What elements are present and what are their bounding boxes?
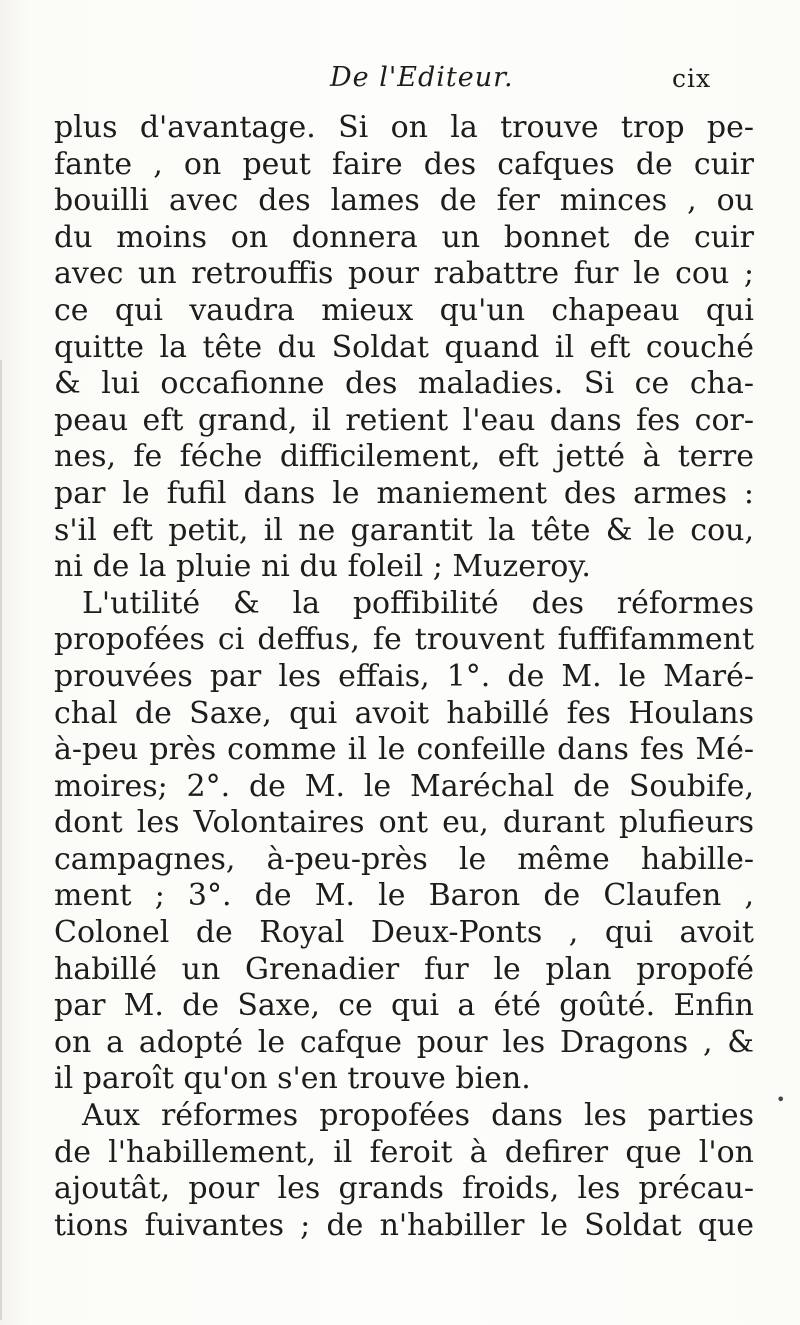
text-line: campagnes, à-peu-près le même habille-	[54, 841, 754, 877]
text-line: moires; 2°. de M. le Maréchal de Soubife,	[54, 768, 754, 804]
text-line: ment ; 3°. de M. le Baron de Claufen ,	[54, 878, 754, 914]
page-number: cix	[672, 64, 712, 93]
text-line: tions fuivantes ; de n'habiller le Soldat que	[54, 1207, 754, 1243]
margin-dot: •	[776, 1090, 786, 1109]
text-line: ajoutât, pour les grands froids, les précau-	[54, 1171, 754, 1207]
text-line: propofées ci deffus, fe trouvent fuffifamment	[54, 622, 754, 658]
text-line: quitte la tête du Soldat quand il eft couché	[54, 329, 754, 365]
paragraph-first-line: L'utilité & la poffibilité des réformes	[82, 585, 754, 621]
text-line: ce qui vaudra mieux qu'un chapeau qui	[54, 292, 754, 328]
text-line: habillé un Grenadier fur le plan propofé	[54, 951, 754, 987]
text-line: par M. de Saxe, ce qui a été goûté. Enfin	[54, 988, 754, 1024]
text-line: fante , on peut faire des cafques de cuir	[54, 146, 754, 182]
text-line: plus d'avantage. Si on la trouve trop pe-	[54, 110, 754, 145]
text-line: par le fufil dans le maniement des armes :	[54, 475, 754, 511]
page-header	[0, 62, 800, 102]
body-text	[54, 110, 754, 1244]
text-line: de l'habillement, il feroit à defirer que l'on	[54, 1134, 754, 1170]
text-line: chal de Saxe, qui avoit habillé fes Houlans	[54, 695, 754, 731]
text-line: nes, fe féche difficilement, eft jetté à terre	[54, 439, 754, 475]
text-line: dont les Volontaires ont eu, durant plufieurs	[54, 805, 754, 841]
page-gutter-edge	[0, 360, 2, 1320]
text-line: s'il eft petit, il ne garantit la tête & le cou,	[54, 512, 754, 548]
text-line: à-peu près comme il le confeille dans fes Mé-	[54, 732, 754, 768]
text-line: il paroît qu'on s'en trouve bien.	[54, 1061, 531, 1097]
text-line: peau eft grand, il retient l'eau dans fes cor-	[54, 402, 754, 438]
running-head: De l'Editeur.	[330, 62, 514, 93]
text-line: bouilli avec des lames de fer minces , ou	[54, 183, 754, 219]
text-line: & lui occafionne des maladies. Si ce cha-	[54, 366, 754, 402]
paragraph-first-line: Aux réformes propofées dans les parties	[82, 1098, 754, 1134]
text-line: prouvées par les effais, 1°. de M. le Maré-	[54, 658, 754, 694]
text-line: ni de la pluie ni du foleil ; Muzeroy.	[54, 549, 591, 585]
text-line: Colonel de Royal Deux-Ponts , qui avoit	[54, 915, 754, 951]
text-line: on a adopté le cafque pour les Dragons , &	[54, 1024, 754, 1060]
text-line: avec un retrouffis pour rabattre fur le cou ;	[54, 256, 754, 292]
text-line: du moins on donnera un bonnet de cuir	[54, 219, 754, 255]
